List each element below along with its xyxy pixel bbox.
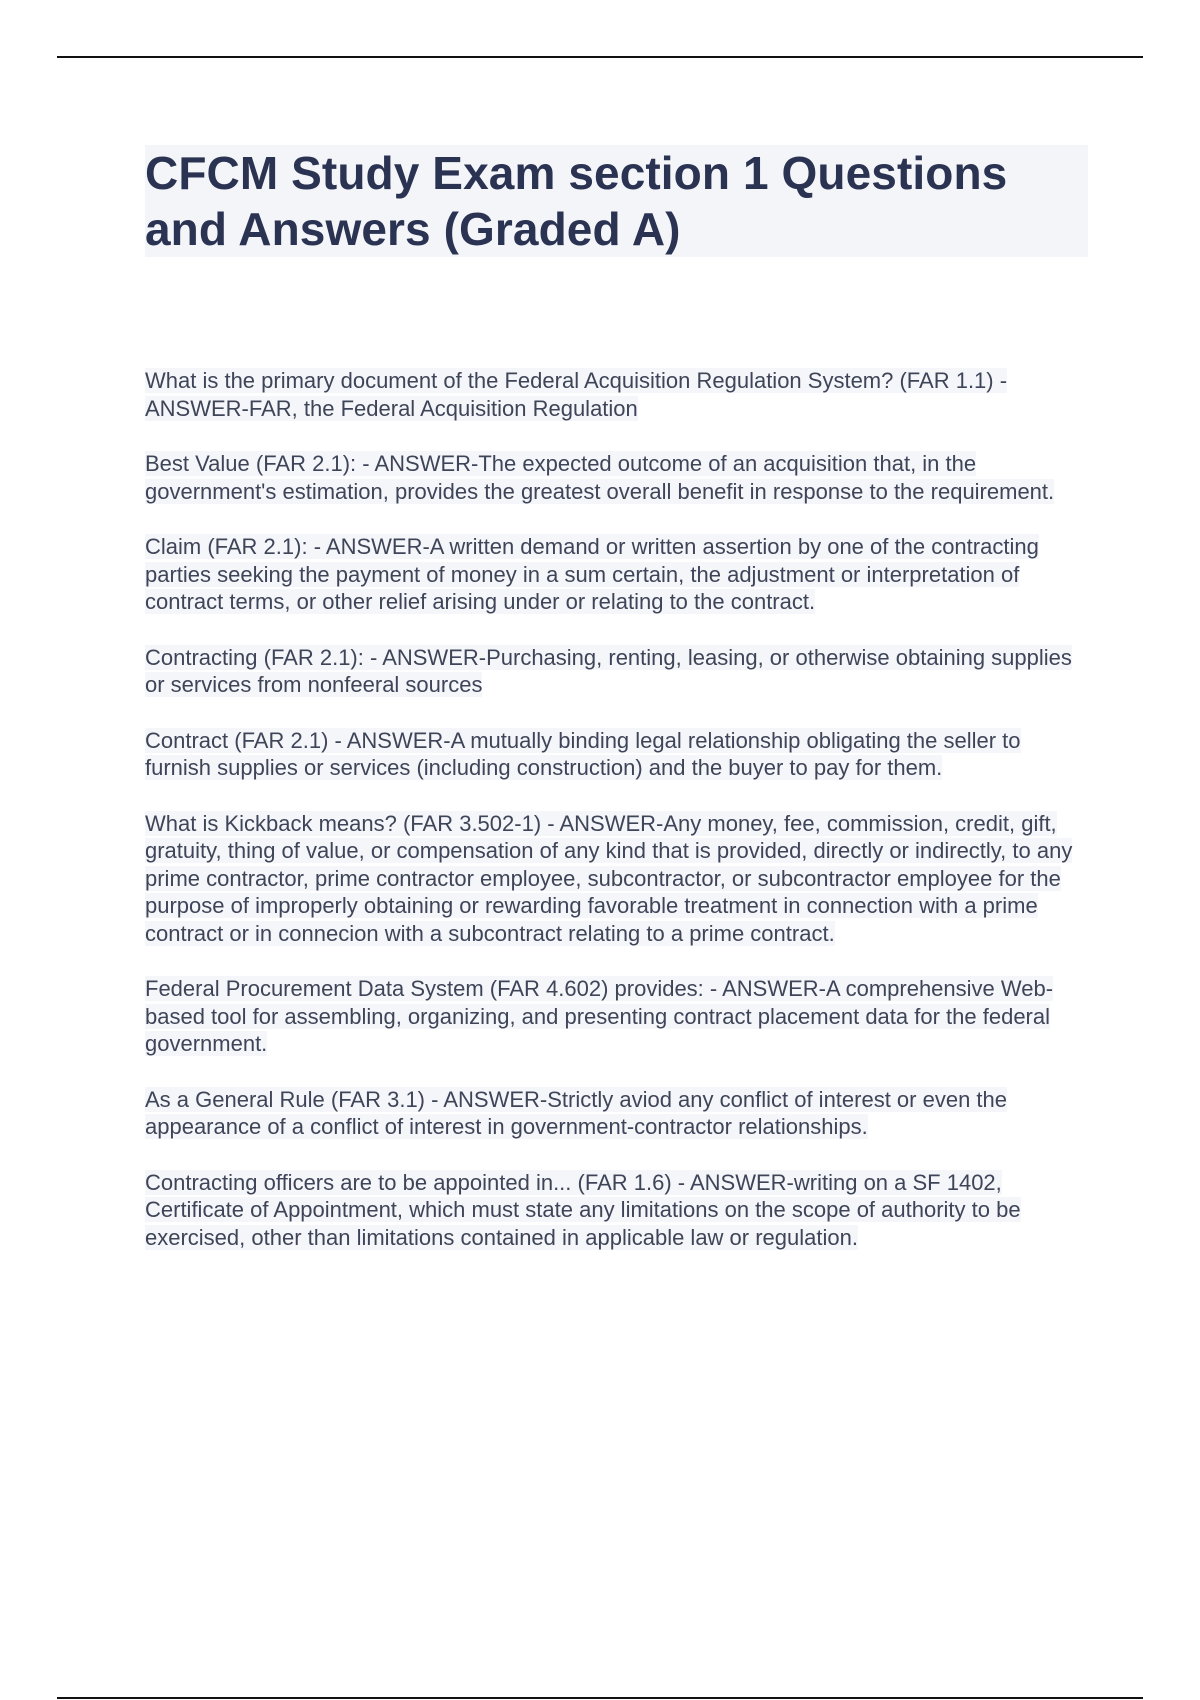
- title-block: [145, 145, 1088, 257]
- qa-item: [145, 450, 1090, 505]
- qa-text: Contracting (FAR 2.1): - ANSWER-Purchasing, renting, leasing, or otherwise obtaining supplies or services from nonfeeral sources: [145, 644, 1072, 697]
- qa-item: [145, 810, 1090, 948]
- qa-text: Federal Procurement Data System (FAR 4.602) provides: - ANSWER-A comprehensive Web-based tool for assembling, organizing, and presenting contract placement data for the federal government.: [145, 976, 1054, 1056]
- document-title: CFCM Study Exam section 1 Questions and Answers (Graded A): [145, 147, 1008, 255]
- qa-item: [145, 644, 1090, 699]
- qa-text: Contract (FAR 2.1) - ANSWER-A mutually binding legal relationship obligating the seller to furnish supplies or services (including construction) and the buyer to pay for them.: [145, 727, 1021, 780]
- qa-text: Contracting officers are to be appointed in... (FAR 1.6) - ANSWER-writing on a SF 1402, Certificate of Appointment, which must state any limitations on the scope of authority to be exercised, other than limitations contained in applicable law or regulation.: [145, 1169, 1021, 1250]
- qa-item: [145, 1086, 1090, 1141]
- qa-text: As a General Rule (FAR 3.1) - ANSWER-Strictly aviod any conflict of interest or even the appearance of a conflict of interest in government-contractor relationships.: [145, 1086, 1008, 1139]
- qa-item: [145, 975, 1090, 1058]
- qa-item: [145, 533, 1090, 616]
- qa-text: What is the primary document of the Federal Acquisition Regulation System? (FAR 1.1) - ANSWER-FAR, the Federal Acquisition Regulation: [145, 368, 1008, 421]
- top-rule: [57, 56, 1143, 58]
- bottom-rule: [57, 1697, 1143, 1699]
- qa-list: [145, 367, 1090, 1279]
- qa-item: [145, 367, 1090, 422]
- qa-text: Best Value (FAR 2.1): - ANSWER-The expected outcome of an acquisition that, in the government's estimation, provides the greatest overall benefit in response to the requirement.: [145, 451, 1055, 504]
- qa-text: What is Kickback means? (FAR 3.502-1) - ANSWER-Any money, fee, commission, credit, gift, gratuity, thing of value, or compensation of any kind that is provided, directly or indirectly, to any prime contractor, prime contractor employee, subcontractor, or subcontractor employee for the purpose of improperly obtaining or rewarding favorable treatment in connection with a prime contract or in connecion with a subcontract relating to a prime contract.: [145, 810, 1073, 946]
- qa-item: [145, 1169, 1090, 1252]
- qa-text: Claim (FAR 2.1): - ANSWER-A written demand or written assertion by one of the contracting parties seeking the payment of money in a sum certain, the adjustment or interpretation of contract terms, or other relief arising under or relating to the contract.: [145, 534, 1039, 614]
- qa-item: [145, 727, 1090, 782]
